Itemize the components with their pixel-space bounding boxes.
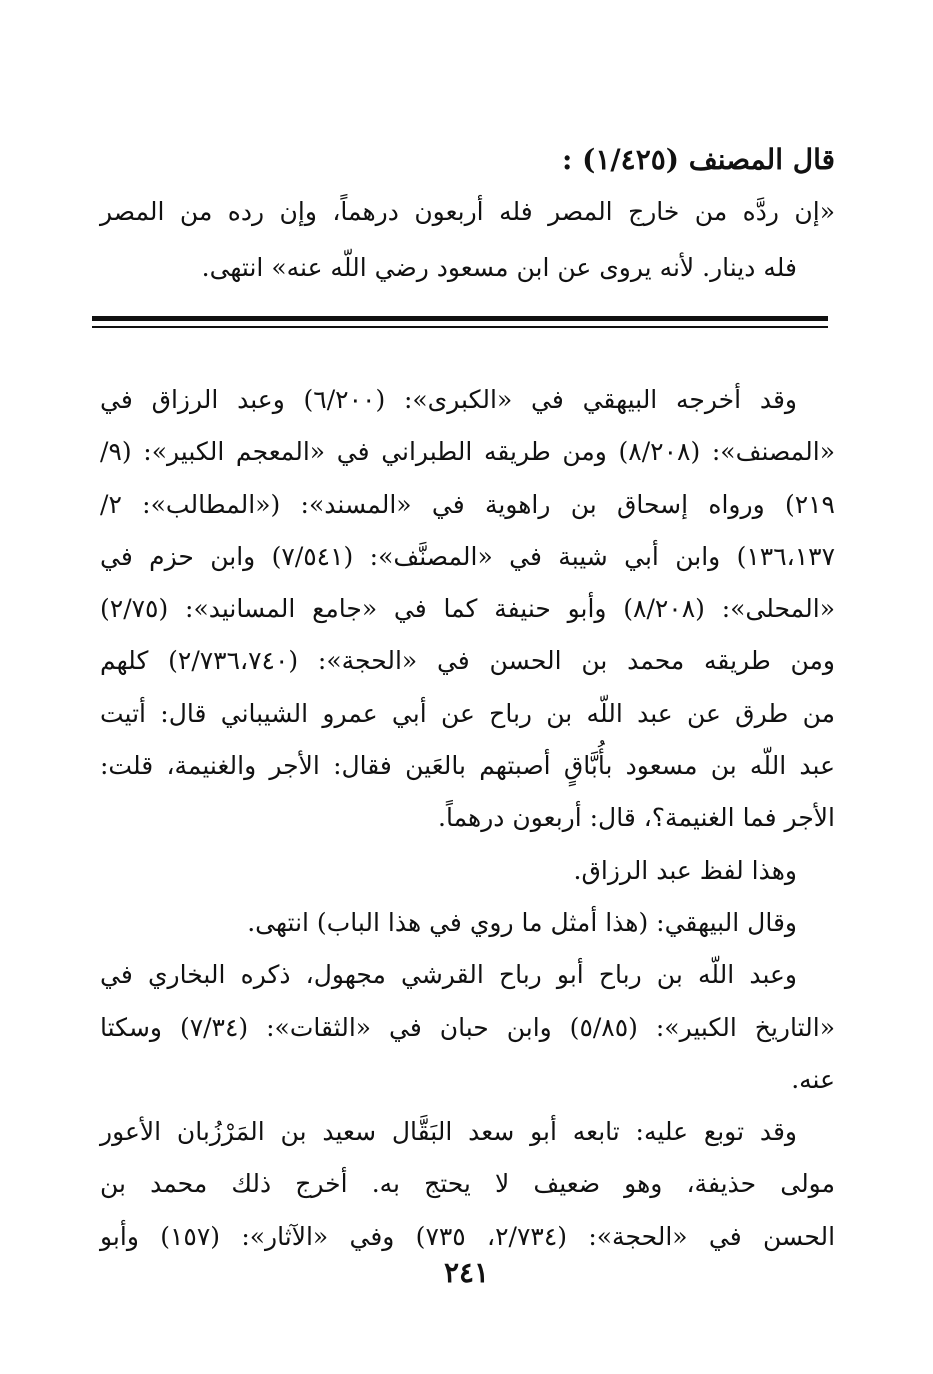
body-line: وقال البيهقي: (هذا أمثل ما روي في هذا الباب) انتهى.: [247, 907, 797, 937]
body-line: ١٣٦،١٣٧) وابن أبي شيبة في «المصنَّف»: (٧/٥٤١) وابن حزم في: [100, 541, 835, 571]
body-line: ومن طريقه محمد بن الحسن في «الحجة»: (٢/٧٣٦،٧٤٠) كلهم: [100, 646, 836, 676]
quote-line: فله دينار. لأنه يروى عن ابن مسعود رضي اللّه عنه» انتهى.: [201, 253, 797, 282]
section-heading: قال المصنف (١/٤٢٥) :: [562, 143, 835, 176]
body-line: وعبد اللّه بن رباح أبو رباح القرشي مجهول، ذكره البخاري في: [100, 960, 797, 990]
body-line: من طرق عن عبد اللّه بن رباح عن أبي عمرو الشيباني قال: أتيت: [100, 698, 835, 728]
body-line: ٢١٩) ورواه إسحاق بن راهوية في «المسند»: («المطالب»: ٢/: [100, 489, 835, 519]
body-line: «المصنف»: (٨/٢٠٨) ومن طريقه الطبراني في «المعجم الكبير»: (٩/: [100, 437, 835, 467]
separator-rule-thick: [92, 316, 828, 321]
quote-line: «إن ردَّه من خارج المصر فله أربعون درهماً، وإن رده من المصر: [100, 197, 835, 226]
body-line: الأجر فما الغنيمة؟، قال: أربعون درهماً.: [438, 803, 835, 833]
body-line: وهذا لفظ عبد الرزاق.: [573, 855, 797, 885]
body-line: وقد أخرجه البيهقي في «الكبرى»: (٦/٢٠٠) وعبد الرزاق في: [100, 385, 797, 414]
body-line: عبد اللّه بن مسعود بأُبَّاقٍ أصبتهم بالعَين فقال: الأجر والغنيمة، قلت:: [100, 751, 835, 781]
body-line: «التاريخ الكبير»: (٥/٨٥) وابن حبان في «الثقات»: (٧/٣٤) وسكتا: [100, 1012, 835, 1042]
body-line: عنه.: [791, 1064, 835, 1094]
body-line: «المحلى»: (٨/٢٠٨) وأبو حنيفة كما في «جامع المسانيد»: (٢/٧٥): [100, 594, 835, 624]
page-number: ٢٤١: [443, 1256, 490, 1289]
commentary-text: [100, 374, 835, 1263]
body-line: مولى حذيفة، وهو ضعيف لا يحتج به. أخرج ذلك محمد بن: [100, 1169, 835, 1199]
body-line: الحسن في «الحجة»: (٢/٧٣٤، ٧٣٥) وفي «الآثار»: (١٥٧) وأبو: [100, 1221, 836, 1251]
separator-rule-thin: [92, 326, 828, 328]
quoted-text: [100, 184, 835, 296]
body-line: وقد توبع عليه: تابعه أبو سعد البَقَّال سعيد بن المَرْزُبان الأعور: [100, 1117, 797, 1147]
